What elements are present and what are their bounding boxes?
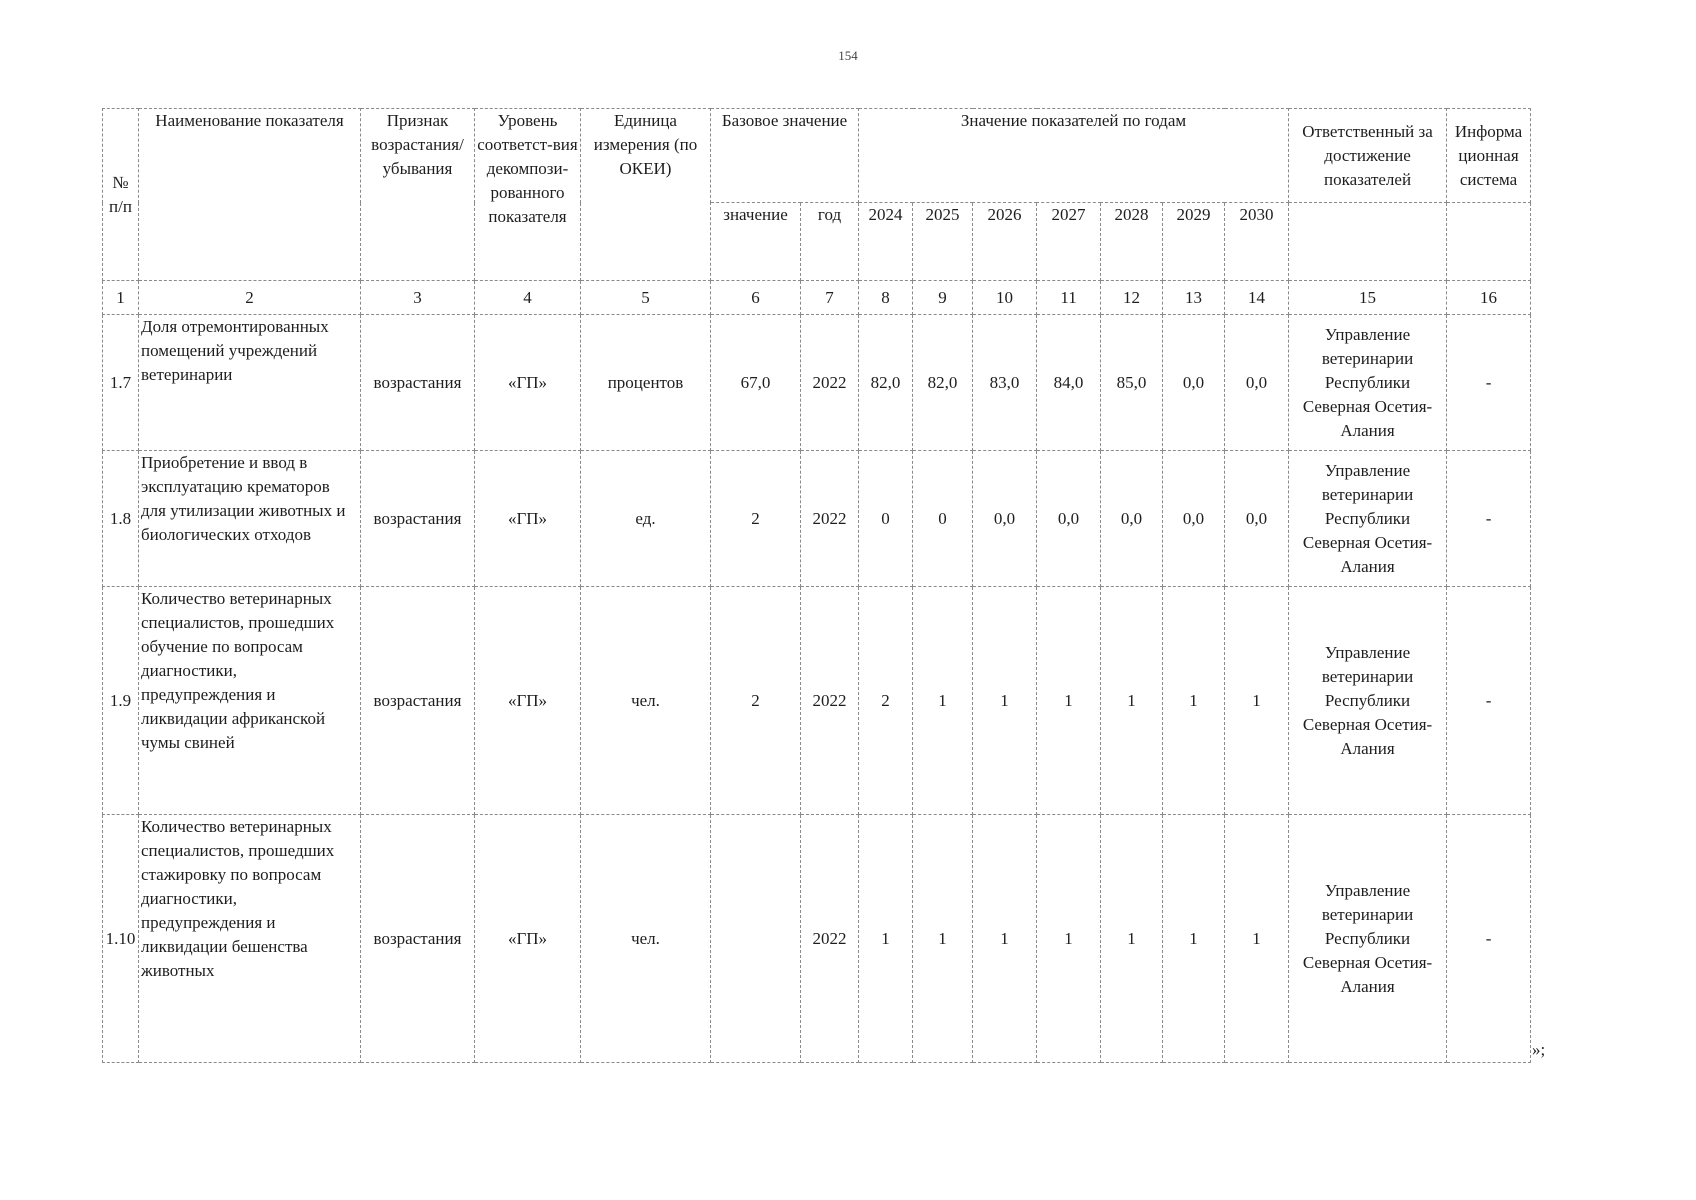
header-responsible: Ответственный за достижение показателей: [1289, 109, 1447, 203]
column-number: 2: [139, 281, 361, 315]
row-level: «ГП»: [475, 315, 581, 451]
header-name: Наименование показателя: [139, 109, 361, 281]
row-trend: возрастания: [361, 587, 475, 815]
table-row: [103, 315, 1531, 451]
page-number: 154: [838, 48, 858, 63]
row-base-year: 2022: [801, 315, 859, 451]
row-name: Приобретение и ввод в эксплуатацию крематоров для утилизации животных и биологических отходов: [139, 451, 361, 587]
row-responsible: Управление ветеринарии Республики Северная Осетия-Алания: [1289, 587, 1447, 815]
row-value: 0,0: [1225, 315, 1289, 451]
row-info-system: -: [1447, 815, 1531, 1063]
closing-quote-mark: »;: [1532, 1040, 1546, 1059]
row-name: Количество ветеринарных специалистов, прошедших стажировку по вопросам диагностики, предупреждения и ликвидации бешенства животных: [139, 815, 361, 1063]
header-responsible-empty: [1289, 203, 1447, 281]
header-year: 2026: [973, 203, 1037, 281]
row-value: 0,0: [1163, 315, 1225, 451]
column-number: 5: [581, 281, 711, 315]
row-base-year: 2022: [801, 587, 859, 815]
row-value: 1: [1037, 815, 1101, 1063]
row-value: 1: [1225, 815, 1289, 1063]
row-num: 1.9: [103, 587, 139, 815]
row-value: 84,0: [1037, 315, 1101, 451]
row-value: 0,0: [973, 451, 1037, 587]
row-value: 1: [913, 815, 973, 1063]
column-number: 8: [859, 281, 913, 315]
row-level: «ГП»: [475, 815, 581, 1063]
header-trend: Признак возрастания/ убывания: [361, 109, 475, 281]
column-numbers-row: [103, 281, 1531, 315]
row-name: Количество ветеринарных специалистов, прошедших обучение по вопросам диагностики, предупреждения и ликвидации африканской чумы свиней: [139, 587, 361, 815]
header-year: 2024: [859, 203, 913, 281]
header-year: 2027: [1037, 203, 1101, 281]
indicators-table: [102, 108, 1531, 1063]
row-value: 2: [859, 587, 913, 815]
column-number: 16: [1447, 281, 1531, 315]
row-value: 82,0: [859, 315, 913, 451]
header-year: 2025: [913, 203, 973, 281]
row-value: 1: [1225, 587, 1289, 815]
row-value: 0,0: [1225, 451, 1289, 587]
row-base-year: 2022: [801, 451, 859, 587]
row-value: 0,0: [1037, 451, 1101, 587]
row-base-year: 2022: [801, 815, 859, 1063]
row-info-system: -: [1447, 587, 1531, 815]
column-number: 1: [103, 281, 139, 315]
row-value: 1: [913, 587, 973, 815]
row-responsible: Управление ветеринарии Республики Северная Осетия-Алания: [1289, 315, 1447, 451]
row-value: 1: [859, 815, 913, 1063]
row-trend: возрастания: [361, 451, 475, 587]
column-number: 14: [1225, 281, 1289, 315]
row-base-value: 2: [711, 587, 801, 815]
header-year: 2030: [1225, 203, 1289, 281]
row-value: 1: [1163, 587, 1225, 815]
row-value: 1: [973, 587, 1037, 815]
row-info-system: -: [1447, 315, 1531, 451]
column-number: 9: [913, 281, 973, 315]
row-value: 1: [1101, 815, 1163, 1063]
header-base-value: значение: [711, 203, 801, 281]
row-value: 83,0: [973, 315, 1037, 451]
header-level: Уровень соответст-вия декомпози-рованного показателя: [475, 109, 581, 281]
column-number: 3: [361, 281, 475, 315]
column-number: 6: [711, 281, 801, 315]
row-value: 1: [1163, 815, 1225, 1063]
header-base-year: год: [801, 203, 859, 281]
header-info-system: Информа ционная система: [1447, 109, 1531, 203]
row-num: 1.10: [103, 815, 139, 1063]
row-name: Доля отремонтированных помещений учреждений ветеринарии: [139, 315, 361, 451]
table-row: [103, 815, 1531, 1063]
row-trend: возрастания: [361, 315, 475, 451]
column-number: 7: [801, 281, 859, 315]
header-year: 2028: [1101, 203, 1163, 281]
row-unit: чел.: [581, 587, 711, 815]
row-base-value: 2: [711, 451, 801, 587]
row-value: 1: [1037, 587, 1101, 815]
header-base-group: Базовое значение: [711, 109, 859, 203]
row-level: «ГП»: [475, 587, 581, 815]
row-level: «ГП»: [475, 451, 581, 587]
row-value: 0: [913, 451, 973, 587]
column-number: 10: [973, 281, 1037, 315]
row-responsible: Управление ветеринарии Республики Северная Осетия-Алания: [1289, 815, 1447, 1063]
header-unit: Единица измерения (по ОКЕИ): [581, 109, 711, 281]
table-row: [103, 451, 1531, 587]
header-info-empty: [1447, 203, 1531, 281]
row-value: 1: [973, 815, 1037, 1063]
row-unit: процентов: [581, 315, 711, 451]
row-value: 0,0: [1101, 451, 1163, 587]
row-unit: чел.: [581, 815, 711, 1063]
row-info-system: -: [1447, 451, 1531, 587]
row-unit: ед.: [581, 451, 711, 587]
row-value: 0,0: [1163, 451, 1225, 587]
row-value: 0: [859, 451, 913, 587]
header-num: № п/п: [103, 109, 139, 281]
row-num: 1.7: [103, 315, 139, 451]
row-value: 85,0: [1101, 315, 1163, 451]
row-base-value: [711, 815, 801, 1063]
column-number: 13: [1163, 281, 1225, 315]
row-value: 1: [1101, 587, 1163, 815]
column-number: 11: [1037, 281, 1101, 315]
header-year: 2029: [1163, 203, 1225, 281]
row-num: 1.8: [103, 451, 139, 587]
table-row: [103, 587, 1531, 815]
column-number: 12: [1101, 281, 1163, 315]
row-responsible: Управление ветеринарии Республики Северная Осетия-Алания: [1289, 451, 1447, 587]
column-number: 15: [1289, 281, 1447, 315]
row-trend: возрастания: [361, 815, 475, 1063]
column-number: 4: [475, 281, 581, 315]
row-value: 82,0: [913, 315, 973, 451]
row-base-value: 67,0: [711, 315, 801, 451]
header-row-top: [103, 109, 1531, 203]
header-years-group: Значение показателей по годам: [859, 109, 1289, 203]
